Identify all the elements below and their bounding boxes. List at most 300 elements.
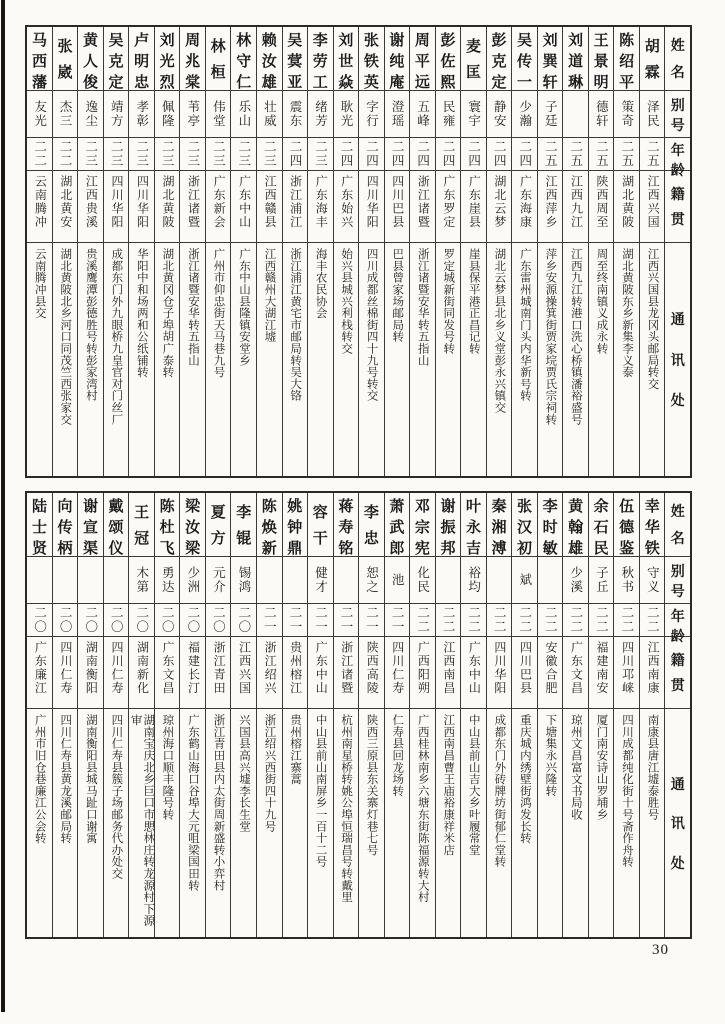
person-column bbox=[409, 493, 435, 937]
person-age: 二〇 bbox=[155, 604, 180, 637]
header-label-address: 通 讯 处 bbox=[670, 312, 685, 410]
person-column bbox=[77, 493, 103, 937]
person-name: 刘 光 烈 bbox=[155, 27, 180, 91]
header-label-native: 籍 贯 bbox=[665, 637, 690, 709]
person-address: 南康县唐江墟泰胜号 bbox=[646, 714, 659, 821]
person-age: 二二 bbox=[487, 604, 512, 637]
person-alias bbox=[538, 557, 563, 604]
person-address: 云南腾冲县交 bbox=[33, 248, 46, 319]
person-name: 叶 永 吉 bbox=[461, 493, 486, 557]
person-name: 谢 纯 庵 bbox=[385, 27, 410, 91]
header-label-age: 年 龄 bbox=[665, 604, 690, 637]
person-age: 二五 bbox=[538, 138, 563, 171]
person-column bbox=[307, 27, 333, 476]
person-name: 吴 克 定 bbox=[104, 27, 129, 91]
person-alias bbox=[334, 557, 359, 604]
person-column bbox=[384, 27, 410, 476]
header-label-alias: 别 号 bbox=[665, 91, 690, 138]
person-alias: 元介 bbox=[206, 557, 231, 604]
person-name: 余 石 民 bbox=[589, 493, 614, 557]
person-native: 四川巴县 bbox=[512, 637, 537, 709]
person-column bbox=[103, 493, 129, 937]
person-address: 江西赣州大湖江墟 bbox=[263, 248, 276, 343]
person-name: 邓 宗 宪 bbox=[410, 493, 435, 557]
person-name: 赖 汝 雄 bbox=[257, 27, 282, 91]
person-native: 江西赣县 bbox=[257, 171, 282, 243]
person-address: 始兴县城兴利栈转交 bbox=[340, 248, 353, 355]
header-label-address: 通 讯 处 bbox=[670, 777, 685, 872]
person-alias: 字行 bbox=[359, 91, 384, 138]
person-column bbox=[205, 27, 231, 476]
person-address: 广东中山县隆镇安堂乡 bbox=[238, 248, 251, 366]
person-alias: 子廷 bbox=[538, 91, 563, 138]
person-column bbox=[333, 27, 359, 476]
person-name: 周 兆 棠 bbox=[180, 27, 205, 91]
person-alias bbox=[563, 91, 588, 138]
person-age: 二三 bbox=[180, 138, 205, 171]
person-name: 陈 绍 平 bbox=[614, 27, 639, 91]
person-native: 广东中山 bbox=[308, 637, 333, 709]
person-name: 胡 霖 bbox=[640, 27, 665, 91]
person-column bbox=[613, 27, 639, 476]
person-alias: 斌 bbox=[512, 557, 537, 604]
person-column bbox=[179, 493, 205, 937]
person-name: 李 劳 工 bbox=[308, 27, 333, 91]
person-column bbox=[282, 493, 308, 937]
person-native: 江西兴国 bbox=[231, 637, 256, 709]
person-column bbox=[613, 493, 639, 937]
person-address: 海丰农民协会 bbox=[314, 248, 327, 319]
person-native: 陕西高陵 bbox=[359, 637, 384, 709]
person-alias: 健才 bbox=[308, 557, 333, 604]
person-address: 华阳中和场两和公纸铺转 bbox=[135, 248, 148, 378]
person-name: 李 忠 bbox=[359, 493, 384, 557]
person-alias: 寰宇 bbox=[461, 91, 486, 138]
person-column bbox=[435, 27, 461, 476]
person-column bbox=[562, 493, 588, 937]
person-age: 二四 bbox=[461, 138, 486, 171]
person-native: 四川邛崃 bbox=[614, 637, 639, 709]
person-address: 湖北黄陂北乡河口同茂竺西张家交 bbox=[59, 248, 72, 425]
person-native: 四川华阳 bbox=[487, 637, 512, 709]
person-column bbox=[588, 27, 614, 476]
person-alias: 震东 bbox=[283, 91, 308, 138]
person-name: 彭 佐 熙 bbox=[436, 27, 461, 91]
person-native: 四川华阳 bbox=[104, 171, 129, 243]
person-alias: 恕之 bbox=[359, 557, 384, 604]
header-label-name: 姓 名 bbox=[665, 27, 690, 91]
person-alias: 澄瑶 bbox=[385, 91, 410, 138]
person-native: 四川巴县 bbox=[385, 171, 410, 243]
person-native: 广西阳朔 bbox=[410, 637, 435, 709]
person-name: 刘 巽 轩 bbox=[538, 27, 563, 91]
person-alias: 锡鸿 bbox=[231, 557, 256, 604]
person-alias: 少溪 bbox=[563, 557, 588, 604]
person-alias bbox=[487, 557, 512, 604]
person-native: 浙江青田 bbox=[206, 637, 231, 709]
person-native: 广东中山 bbox=[461, 637, 486, 709]
person-address: 浙江诸暨安华转五指山 bbox=[416, 248, 429, 366]
person-alias: 裕均 bbox=[461, 557, 486, 604]
person-age: 二三 bbox=[104, 138, 129, 171]
person-column bbox=[358, 493, 384, 937]
person-name: 卢 明 忠 bbox=[129, 27, 154, 91]
person-column bbox=[435, 493, 461, 937]
person-native: 广东始兴 bbox=[334, 171, 359, 243]
person-column bbox=[333, 493, 359, 937]
person-address: 萍乡安源操箕街贾家垸贾氏宗祠转 bbox=[544, 248, 557, 425]
person-age: 二二 bbox=[27, 138, 52, 171]
person-age: 二三 bbox=[206, 138, 231, 171]
person-address: 浙江诸暨安华转五指山 bbox=[186, 248, 199, 366]
person-age: 二一 bbox=[334, 604, 359, 637]
person-age: 二〇 bbox=[104, 604, 129, 637]
person-age: 二三 bbox=[308, 138, 333, 171]
person-name: 谢 振 邦 bbox=[436, 493, 461, 557]
person-name: 张 汉 初 bbox=[512, 493, 537, 557]
person-name: 向 传 柄 bbox=[53, 493, 78, 557]
person-address: 贵州榕江寨蒿 bbox=[289, 714, 302, 785]
person-age: 二二 bbox=[53, 138, 78, 171]
person-native: 广东新会 bbox=[206, 171, 231, 243]
person-age: 二四 bbox=[334, 138, 359, 171]
person-native: 广东海丰 bbox=[308, 171, 333, 243]
person-name: 刘 世 焱 bbox=[334, 27, 359, 91]
person-column bbox=[588, 493, 614, 937]
person-native: 福建南安 bbox=[589, 637, 614, 709]
person-age: 二二 bbox=[640, 604, 665, 637]
person-name: 蒋 寿 铭 bbox=[334, 493, 359, 557]
person-age: 二五 bbox=[589, 138, 614, 171]
person-column bbox=[205, 493, 231, 937]
person-name: 林 守 仁 bbox=[231, 27, 256, 91]
header-label-name: 姓 名 bbox=[665, 493, 690, 557]
person-alias: 秋书 bbox=[614, 557, 639, 604]
person-native: 贵州榕江 bbox=[283, 637, 308, 709]
person-age: 二〇 bbox=[27, 604, 52, 637]
person-column bbox=[537, 493, 563, 937]
person-native: 福建长汀 bbox=[180, 637, 205, 709]
person-column bbox=[307, 493, 333, 937]
person-native: 浙江诸暨 bbox=[410, 171, 435, 243]
person-address: 广东鹤山海口谷埠大元咀梁国田转 bbox=[186, 714, 199, 891]
person-column bbox=[52, 493, 78, 937]
header-column bbox=[664, 27, 690, 476]
person-name: 彭 克 定 bbox=[487, 27, 512, 91]
person-column bbox=[27, 27, 52, 476]
person-native: 江西萍乡 bbox=[538, 171, 563, 243]
person-column bbox=[128, 27, 154, 476]
person-address: 江西南昌曹王庙裕康祥米店 bbox=[442, 714, 455, 856]
person-native: 云南腾冲 bbox=[27, 171, 52, 243]
person-address: 广州市旧仓巷廉江公会转 bbox=[33, 714, 46, 844]
person-age: 二二 bbox=[512, 604, 537, 637]
person-alias: 五峰 bbox=[410, 91, 435, 138]
roster-columns-bottom bbox=[27, 493, 690, 937]
person-address: 琼州文昌富文书局收 bbox=[569, 714, 582, 821]
person-alias bbox=[436, 557, 461, 604]
roster-columns-top bbox=[27, 27, 690, 476]
person-age: 二三 bbox=[231, 138, 256, 171]
person-age: 二二 bbox=[410, 604, 435, 637]
person-column bbox=[384, 493, 410, 937]
person-native: 安徽合肥 bbox=[538, 637, 563, 709]
person-address: 罗定城新街同发号转 bbox=[442, 248, 455, 355]
person-age: 二二 bbox=[589, 604, 614, 637]
person-alias: 化民 bbox=[410, 557, 435, 604]
person-column bbox=[486, 27, 512, 476]
person-native: 浙江浦江 bbox=[283, 171, 308, 243]
person-alias: 少洲 bbox=[180, 557, 205, 604]
person-native: 陕西周至 bbox=[589, 171, 614, 243]
person-native: 湖北黄陂 bbox=[155, 171, 180, 243]
person-native: 浙江绍兴 bbox=[257, 637, 282, 709]
person-column bbox=[460, 493, 486, 937]
person-column bbox=[103, 27, 129, 476]
person-native: 四川仁寿 bbox=[385, 637, 410, 709]
person-native: 四川仁寿 bbox=[104, 637, 129, 709]
person-column bbox=[128, 493, 154, 937]
person-address: 兴国县高兴墟李长生堂 bbox=[238, 714, 251, 832]
person-native: 广东文昌 bbox=[155, 637, 180, 709]
person-name: 梁 汝 梁 bbox=[180, 493, 205, 557]
person-alias: 静安 bbox=[487, 91, 512, 138]
person-column bbox=[409, 27, 435, 476]
person-native: 广东廉江 bbox=[27, 637, 52, 709]
person-address: 下塘集永兴隆转 bbox=[544, 714, 557, 797]
person-address: 浙江浦江黄宅市邮局转吴大铬 bbox=[289, 248, 302, 402]
person-native: 湖北云梦 bbox=[487, 171, 512, 243]
person-address: 四川仁寿县簇子场邮务代办处交 bbox=[110, 714, 123, 880]
person-column bbox=[154, 27, 180, 476]
person-alias: 孝彰 bbox=[129, 91, 154, 138]
person-alias: 德轩 bbox=[589, 91, 614, 138]
person-alias: 子丘 bbox=[589, 557, 614, 604]
person-alias: 乐山 bbox=[231, 91, 256, 138]
person-alias: 民雍 bbox=[436, 91, 461, 138]
roster-table-top bbox=[25, 25, 692, 478]
person-name: 秦 湘 溥 bbox=[487, 493, 512, 557]
person-age: 二二 bbox=[563, 604, 588, 637]
person-name: 李 锟 bbox=[231, 493, 256, 557]
person-age: 二一 bbox=[257, 604, 282, 637]
person-native: 广东海康 bbox=[512, 171, 537, 243]
person-name: 谢 宣 渠 bbox=[78, 493, 103, 557]
person-alias: 友光 bbox=[27, 91, 52, 138]
roster-table-bottom bbox=[25, 491, 692, 939]
person-age: 二五 bbox=[614, 138, 639, 171]
person-age: 二五 bbox=[640, 138, 665, 171]
person-age: 二四 bbox=[359, 138, 384, 171]
person-column bbox=[511, 27, 537, 476]
person-native: 浙江诸暨 bbox=[180, 171, 205, 243]
person-name: 周 平 远 bbox=[410, 27, 435, 91]
person-address: 成都东门外九眼桥九皇官对门丝厂 bbox=[110, 248, 123, 425]
person-age: 二三 bbox=[78, 138, 103, 171]
person-alias bbox=[27, 557, 52, 604]
person-native: 江西九江 bbox=[563, 171, 588, 243]
person-native: 广东罗定 bbox=[436, 171, 461, 243]
person-column bbox=[639, 27, 665, 476]
person-name: 夏 方 bbox=[206, 493, 231, 557]
person-age: 二四 bbox=[487, 138, 512, 171]
person-address: 杭州南星桥转姚公埠恒瑞昌号转戴里 bbox=[340, 714, 353, 903]
person-age: 二三 bbox=[129, 138, 154, 171]
person-alias: 勇达 bbox=[155, 557, 180, 604]
person-age: 二二 bbox=[538, 604, 563, 637]
person-name: 幸 华 铁 bbox=[640, 493, 665, 557]
person-name: 张 崴 bbox=[53, 27, 78, 91]
person-age: 二〇 bbox=[206, 604, 231, 637]
person-native: 广东中山 bbox=[231, 171, 256, 243]
person-name: 李 时 敏 bbox=[538, 493, 563, 557]
person-column bbox=[27, 493, 52, 937]
person-address: 四川成都丝棉街四十九号转交 bbox=[365, 248, 378, 402]
person-column bbox=[511, 493, 537, 937]
person-name: 刘 道 琳 bbox=[563, 27, 588, 91]
person-column bbox=[256, 27, 282, 476]
person-age: 二一 bbox=[283, 604, 308, 637]
person-address: 湖北黄冈仓子埠胡广泰转 bbox=[161, 248, 174, 378]
person-age: 二三 bbox=[155, 138, 180, 171]
person-alias bbox=[53, 557, 78, 604]
person-age: 二四 bbox=[410, 138, 435, 171]
person-address: 陕西三原县东关寨灯巷七号 bbox=[365, 714, 378, 856]
header-column bbox=[664, 493, 690, 937]
person-native: 湖北黄安 bbox=[53, 171, 78, 243]
person-native: 广东崖县 bbox=[461, 171, 486, 243]
person-alias bbox=[78, 557, 103, 604]
person-name: 陈 杜 飞 bbox=[155, 493, 180, 557]
person-age: 二四 bbox=[436, 138, 461, 171]
person-column bbox=[77, 27, 103, 476]
person-alias: 泽民 bbox=[640, 91, 665, 138]
person-native: 湖北黄陂 bbox=[614, 171, 639, 243]
person-name: 林 桓 bbox=[206, 27, 231, 91]
person-name: 姚 钟 鼎 bbox=[283, 493, 308, 557]
person-native: 广东文昌 bbox=[563, 637, 588, 709]
person-native: 江西南昌 bbox=[436, 637, 461, 709]
person-address: 中山县前山南屏乡一百十二号 bbox=[314, 714, 327, 868]
person-alias bbox=[283, 557, 308, 604]
person-native: 四川仁寿 bbox=[53, 637, 78, 709]
person-name: 马 西 藩 bbox=[27, 27, 52, 91]
header-label-alias: 别 号 bbox=[665, 557, 690, 604]
person-address: 广西桂林南乡六塘东街陈福源转大村 bbox=[416, 714, 429, 903]
person-age: 二〇 bbox=[129, 604, 154, 637]
person-address: 湖南宝庆北乡巨口市愳林庄转龙源村下源审 bbox=[129, 714, 155, 927]
person-column bbox=[256, 493, 282, 937]
person-address: 周至终南镇义成永转 bbox=[595, 248, 608, 355]
person-age: 二二 bbox=[461, 604, 486, 637]
person-alias: 杰三 bbox=[53, 91, 78, 138]
person-address: 成都东门外砖牌坊街郁仁堂转 bbox=[493, 714, 506, 868]
person-age: 二〇 bbox=[231, 604, 256, 637]
person-column bbox=[230, 493, 256, 937]
person-address: 巴县曾家场邮局转 bbox=[391, 248, 404, 343]
person-address: 厦门南安诗山罗埔乡 bbox=[595, 714, 608, 821]
person-alias: 少瀚 bbox=[512, 91, 537, 138]
person-address: 湖北黄陂东乡新集李义泰 bbox=[620, 248, 633, 378]
header-label-age: 年 龄 bbox=[665, 138, 690, 171]
person-address: 重庆城内绣壁街鸿发长转 bbox=[518, 714, 531, 844]
person-alias: 耿光 bbox=[334, 91, 359, 138]
scan-edge-artifact bbox=[1, 0, 5, 1012]
person-name: 戴 颂 仪 bbox=[104, 493, 129, 557]
person-address: 四川仁寿县黄龙溪邮局转 bbox=[59, 714, 72, 844]
person-name: 黄 翰 雄 bbox=[563, 493, 588, 557]
person-age: 二四 bbox=[512, 138, 537, 171]
person-age: 二一 bbox=[359, 604, 384, 637]
person-column bbox=[486, 493, 512, 937]
person-alias: 木第 bbox=[129, 557, 154, 604]
person-alias bbox=[104, 557, 129, 604]
person-name: 陈 焕 新 bbox=[257, 493, 282, 557]
person-name: 张 铁 英 bbox=[359, 27, 384, 91]
person-name: 黄 人 俊 bbox=[78, 27, 103, 91]
person-alias: 佩隆 bbox=[155, 91, 180, 138]
person-column bbox=[537, 27, 563, 476]
person-alias: 壮威 bbox=[257, 91, 282, 138]
person-native: 湖南新化 bbox=[129, 637, 154, 709]
person-name: 王 景 明 bbox=[589, 27, 614, 91]
person-column bbox=[179, 27, 205, 476]
person-age: 二四 bbox=[283, 138, 308, 171]
person-name: 容 干 bbox=[308, 493, 333, 557]
person-alias: 靖方 bbox=[104, 91, 129, 138]
person-column bbox=[230, 27, 256, 476]
person-address: 江西兴国县龙冈头邮局转交 bbox=[646, 248, 659, 390]
person-native: 四川华阳 bbox=[359, 171, 384, 243]
person-name: 萧 武 郎 bbox=[385, 493, 410, 557]
person-alias: 策奇 bbox=[614, 91, 639, 138]
person-alias: 逸尘 bbox=[78, 91, 103, 138]
person-alias: 池 bbox=[385, 557, 410, 604]
person-age: 二一 bbox=[308, 604, 333, 637]
person-column bbox=[460, 27, 486, 476]
page-number: 30 bbox=[652, 942, 669, 958]
person-address: 湖北云梦县北乡义堂彭永兴镇交 bbox=[493, 248, 506, 414]
person-alias: 守义 bbox=[640, 557, 665, 604]
person-address: 仁寿县回龙场转 bbox=[391, 714, 404, 797]
person-native: 湖南衡阳 bbox=[78, 637, 103, 709]
person-column bbox=[154, 493, 180, 937]
person-alias: 绪芳 bbox=[308, 91, 333, 138]
person-age: 二四 bbox=[385, 138, 410, 171]
person-address: 琼州海口顺丰隆号转 bbox=[161, 714, 174, 821]
header-label-native: 籍 贯 bbox=[665, 171, 690, 243]
person-name: 伍 德 鉴 bbox=[614, 493, 639, 557]
person-alias: 苇亭 bbox=[180, 91, 205, 138]
person-address: 贵溪鹰潭彭德胜号转彭家湾村 bbox=[84, 248, 97, 402]
person-name: 吴 传 一 bbox=[512, 27, 537, 91]
person-address: 崖县保平港正昌记转 bbox=[467, 248, 480, 355]
person-name: 陆 士 贤 bbox=[27, 493, 52, 557]
person-native: 江西南康 bbox=[640, 637, 665, 709]
person-alias: 伟堂 bbox=[206, 91, 231, 138]
person-column bbox=[282, 27, 308, 476]
person-address: 湖南衡阳县城马趾口谢寓 bbox=[84, 714, 97, 844]
person-age: 二二 bbox=[614, 604, 639, 637]
person-address: 广州市仰忠街天马巷九号 bbox=[212, 248, 225, 378]
person-address: 浙江青田县内太街周新盛转小弈村 bbox=[212, 714, 225, 891]
person-column bbox=[52, 27, 78, 476]
person-address: 广东雷州城南门头内华新号转 bbox=[518, 248, 531, 402]
person-name: 吴 蓂 亚 bbox=[283, 27, 308, 91]
person-age: 二二 bbox=[436, 604, 461, 637]
person-column bbox=[562, 27, 588, 476]
person-age: 二一 bbox=[385, 604, 410, 637]
